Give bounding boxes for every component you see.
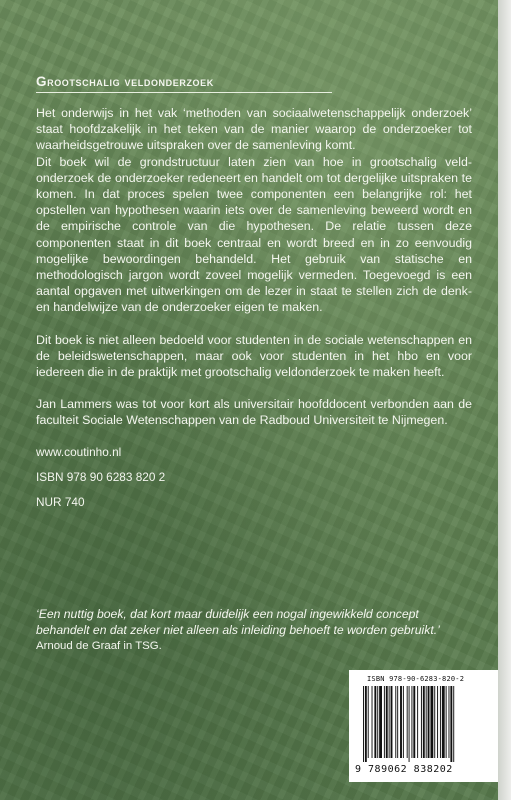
publisher-website[interactable]: www.coutinho.nl [36,444,122,459]
paragraph-author: Jan Lammers was tot voor kort als universitair hoofddocent verbonden aan de faculteit Sociale Wetenschappen van de Radboud Universiteit te Nijmegen. [36,397,472,428]
cover-heading: Grootschalig veldonderzoek [36,74,472,93]
quote-text: ‘Een nuttig boek, dat kort maar duidelijk een nogal ingewikkeld concept behandelt en dat zeker niet alleen als inleiding behoeft te worden gebruikt.’ [36,607,440,637]
paragraph-audience: Dit boek is niet alleen bedoeld voor studenten in de sociale wetenschappen en de beleidswetenschappen, maar ook voor studenten in het hbo en voor iedereen die in de praktijk met grootschalig veldonderzoek te maken heeft. [36,332,472,380]
nur-line: NUR 740 [36,494,85,509]
blurb-column [36,74,472,510]
barcode-label [349,670,498,782]
barcode-icon [361,686,487,764]
isbn-line: ISBN 978 90 6283 820 2 [36,469,166,484]
paragraph-description: Dit boek wil de grondstructuur laten zien van hoe in grootschalig veld-onderzoek de onderzoeker redeneert en handelt om tot dergelijke uitspraken te komen. In dat proces spelen twee componenten een belangrijke rol: het opstellen van hypothesen waarin iets over de samenleving beweerd wordt en de empirische controle van die hypothesen. De relatie tussen deze componenten staat in dit boek centraal en wordt breed en in zo eenvoudig mogelijke bewoordingen behandeld. Het gebruik van statische en methodologisch jargon wordt zoveel mogelijk vermeden. Toegevoegd is een aantal opgaven met uitwerkingen om de lezer in staat te stellen zich de denk- en handelwijze van de onderzoeker eigen te maken. [36,154,472,315]
quote-source: Arnoud de Graaf in TSG. [36,640,162,652]
review-quote [36,606,466,654]
barcode-isbn-text: ISBN 978-90-6283-820-2 [367,675,465,683]
page-edge [498,0,511,800]
barcode-digits: 9 789062 838202 [355,764,453,775]
paragraph-intro: Het onderwijs in het vak ‘methoden van sociaalwetenschappelijk onderzoek’ staat hoofdzakelijk in het teken van de manier waarop de onderzoeker tot waarheidsgetrouwe uitspraken over de samenleving komt. [36,106,472,153]
